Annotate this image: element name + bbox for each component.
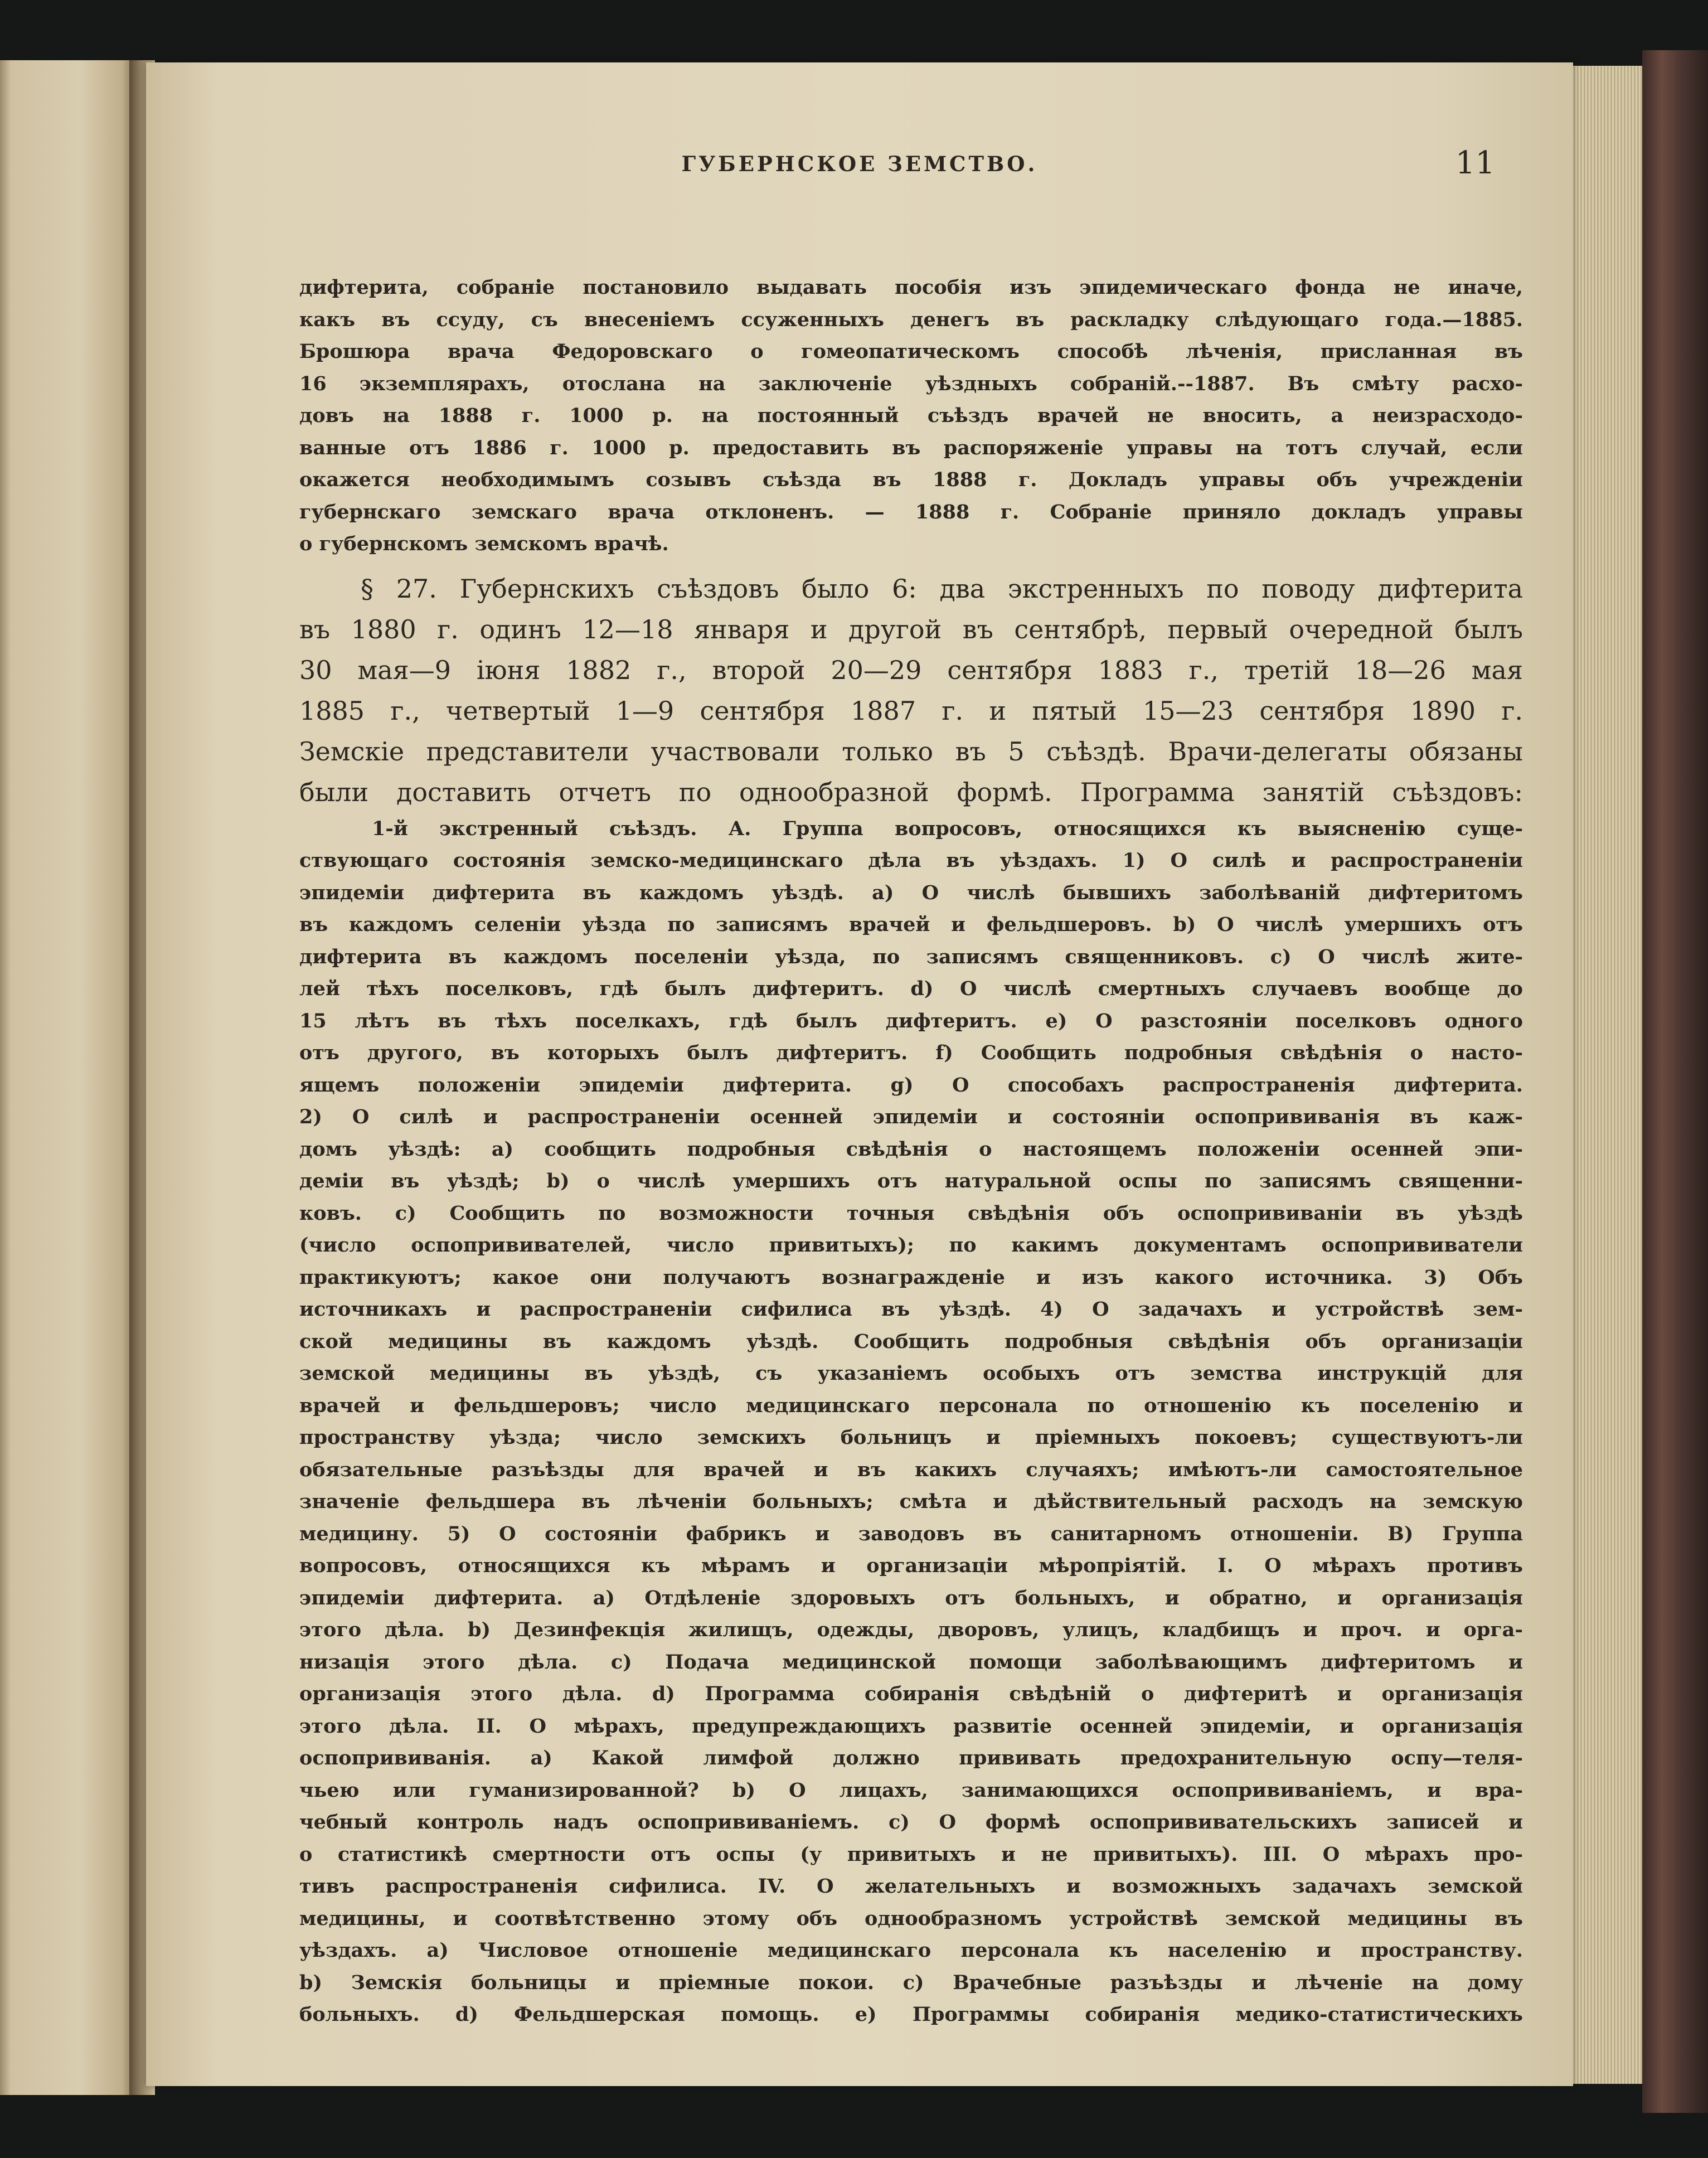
page-number: 11 <box>1455 145 1495 181</box>
text-line: 2) О силѣ и распространеніи осенней эпидеміи и состояніи оспопрививанія въ каж- <box>299 1105 1523 1128</box>
text-line: какъ въ ссуду, съ внесеніемъ ссуженныхъ денегъ въ раскладку слѣдующаго года.—1885. <box>299 308 1523 331</box>
text-line: чебный контроль надъ оспопрививаніемъ. c) О формѣ оспопрививательскихъ записей и <box>299 1811 1523 1834</box>
text-line: уѣздахъ. а) Числовое отношеніе медицинскаго персонала къ населенію и пространству. <box>299 1939 1523 1962</box>
paragraph-1 <box>299 271 1523 560</box>
paragraph-2 <box>299 569 1523 813</box>
text-line: отъ другого, въ которыхъ былъ дифтеритъ. f) Сообщить подробныя свѣдѣнія о насто- <box>299 1041 1523 1064</box>
text-line: b) Земскія больницы и пріемные покои. c) Врачебные разъѣзды и лѣченіе на дому <box>299 1971 1523 1994</box>
text-line: 15 лѣтъ въ тѣхъ поселкахъ, гдѣ былъ дифтеритъ. е) О разстояніи поселковъ одного <box>299 1009 1523 1032</box>
running-head: ГУБЕРНСКОЕ ЗЕМСТВО. <box>681 152 1038 176</box>
left-page-edge <box>0 60 10 2095</box>
text-line: домъ уѣздѣ: а) сообщить подробныя свѣдѣнія о настоящемъ положеніи осенней эпи- <box>299 1137 1523 1161</box>
text-line: медицины, и соотвѣтственно этому объ однообразномъ устройствѣ земской медицины въ <box>299 1907 1523 1930</box>
text-line: деміи въ уѣздѣ; b) о числѣ умершихъ отъ натуральной оспы по записямъ священни- <box>299 1170 1523 1192</box>
text-line: о губернскомъ земскомъ врачѣ. <box>299 532 669 555</box>
text-line: окажется необходимымъ созывъ съѣзда въ 1888 г. Докладъ управы объ учрежденіи <box>299 468 1523 491</box>
text-line: дифтерита, собраніе постановило выдавать пособія изъ эпидемическаго фонда не иначе, <box>299 276 1523 299</box>
text-line: въ 1880 г. одинъ 12—18 января и другой въ сентябрѣ, первый очередной былъ <box>299 614 1523 644</box>
text-line: въ каждомъ селеніи уѣзда по записямъ врачей и фельдшеровъ. b) О числѣ умершихъ отъ <box>299 913 1523 936</box>
text-line: 16 экземплярахъ, отослана на заключеніе уѣздныхъ собраній.--1887. Въ смѣту расхо- <box>299 372 1523 395</box>
text-line: вопросовъ, относящихся къ мѣрамъ и организаціи мѣропріятій. I. О мѣрахъ противъ <box>299 1554 1523 1577</box>
text-line: значеніе фельдшера въ лѣченіи больныхъ; смѣта и дѣйствительный расходъ на земскую <box>299 1490 1523 1513</box>
text-line: ствующаго состоянія земско-медицинскаго дѣла въ уѣздахъ. 1) О силѣ и распространеніи <box>299 849 1523 872</box>
paragraph-3 <box>299 813 1523 2031</box>
text-line: (число оспопрививателей, число привитыхъ); по какимъ документамъ оспопрививатели <box>299 1234 1523 1257</box>
text-line: ящемъ положеніи эпидеміи дифтерита. g) О способахъ распространенія дифтерита. <box>299 1073 1523 1097</box>
text-line: 1-й экстренный съѣздъ. А. Группа вопросовъ, относящихся къ выясненію суще- <box>372 817 1523 840</box>
main-page <box>146 62 1573 2086</box>
text-line: тивъ распространенія сифилиса. IV. О желательныхъ и возможныхъ задачахъ земской <box>299 1875 1523 1898</box>
text-line: этого дѣла. II. О мѣрахъ, предупреждающихъ развитіе осенней эпидеміи, и организація <box>299 1714 1523 1738</box>
text-line: низація этого дѣла. c) Подача медицинской помощи заболѣвающимъ дифтеритомъ и <box>299 1650 1523 1674</box>
text-line: оспопрививанія. а) Какой лимфой должно прививать предохранительную оспу—теля- <box>299 1747 1523 1769</box>
text-line: больныхъ. d) Фельдшерская помощь. е) Программы собиранія медико-статистическихъ <box>299 2003 1523 2026</box>
text-line: эпидеміи дифтерита. а) Отдѣленіе здоровыхъ отъ больныхъ, и обратно, и организація <box>299 1586 1523 1609</box>
text-line: 1885 г., четвертый 1—9 сентября 1887 г. и пятый 15—23 сентября 1890 г. <box>299 695 1523 726</box>
text-line: ванные отъ 1886 г. 1000 р. предоставить въ распоряженіе управы на тотъ случай, если <box>299 436 1523 459</box>
left-page <box>0 60 133 2095</box>
text-line: о статистикѣ смертности отъ оспы (у привитыхъ и не привитыхъ). III. О мѣрахъ про- <box>299 1842 1523 1866</box>
text-line: этого дѣла. b) Дезинфекція жилищъ, одежды, дворовъ, улицъ, кладбищъ и проч. и орга- <box>299 1618 1523 1641</box>
text-line: врачей и фельдшеровъ; число медицинскаго персонала по отношенію къ поселенію и <box>299 1394 1523 1417</box>
text-line: дифтерита въ каждомъ поселеніи уѣзда, по записямъ священниковъ. c) О числѣ жите- <box>299 945 1523 968</box>
text-line: Брошюра врача Федоровскаго о гомеопатическомъ способѣ лѣченія, присланная въ <box>299 340 1523 363</box>
text-line: Земскіе представители участвовали только въ 5 съѣздѣ. Врачи-делегаты обязаны <box>299 736 1523 767</box>
section-heading-line: § 27. Губернскихъ съѣздовъ было 6: два экстренныхъ по поводу дифтерита <box>361 573 1523 604</box>
text-line: организація этого дѣла. d) Программа собиранія свѣдѣній о дифтеритѣ и организація <box>299 1682 1523 1705</box>
text-line: ковъ. c) Сообщить по возможности точныя свѣдѣнія объ оспопрививаніи въ уѣздѣ <box>299 1201 1523 1225</box>
text-line: земской медицины въ уѣздѣ, съ указаніемъ особыхъ отъ земства инструкцій для <box>299 1362 1523 1385</box>
text-line: пространству уѣзда; число земскихъ больницъ и пріемныхъ покоевъ; существуютъ-ли <box>299 1426 1523 1449</box>
text-line: довъ на 1888 г. 1000 р. на постоянный съѣздъ врачей не вносить, а неизрасходо- <box>299 404 1523 427</box>
text-line: ской медицины въ каждомъ уѣздѣ. Сообщить подробныя свѣдѣнія объ организаціи <box>299 1330 1523 1353</box>
text-line: губернскаго земскаго врача отклоненъ. — 1888 г. Собраніе приняло докладъ управы <box>299 500 1523 523</box>
text-line: источникахъ и распространеніи сифилиса въ уѣздѣ. 4) О задачахъ и устройствѣ зем- <box>299 1298 1523 1321</box>
text-line: практикуютъ; какое они получаютъ вознагражденіе и изъ какого источника. 3) Объ <box>299 1265 1523 1289</box>
body-text <box>299 271 1523 2031</box>
text-line: 30 мая—9 іюня 1882 г., второй 20—29 сентября 1883 г., третій 18—26 мая <box>299 654 1523 685</box>
text-line: были доставить отчетъ по однообразной формѣ. Программа занятій съѣздовъ: <box>299 777 1523 807</box>
text-line: лей тѣхъ поселковъ, гдѣ былъ дифтеритъ. d) О числѣ смертныхъ случаевъ вообще до <box>299 977 1523 1000</box>
text-line: медицину. 5) О состояніи фабрикъ и заводовъ въ санитарномъ отношеніи. B) Группа <box>299 1522 1523 1545</box>
text-line: обязательные разъѣзды для врачей и въ какихъ случаяхъ; имѣютъ-ли самостоятельное <box>299 1458 1523 1481</box>
book-cover <box>1642 50 1708 2113</box>
text-line: чьею или гуманизированной? b) О лицахъ, занимающихся оспопрививаніемъ, и вра- <box>299 1778 1523 1802</box>
text-line: эпидеміи дифтерита въ каждомъ уѣздѣ. а) О числѣ бывшихъ заболѣваній дифтеритомъ <box>299 881 1523 904</box>
